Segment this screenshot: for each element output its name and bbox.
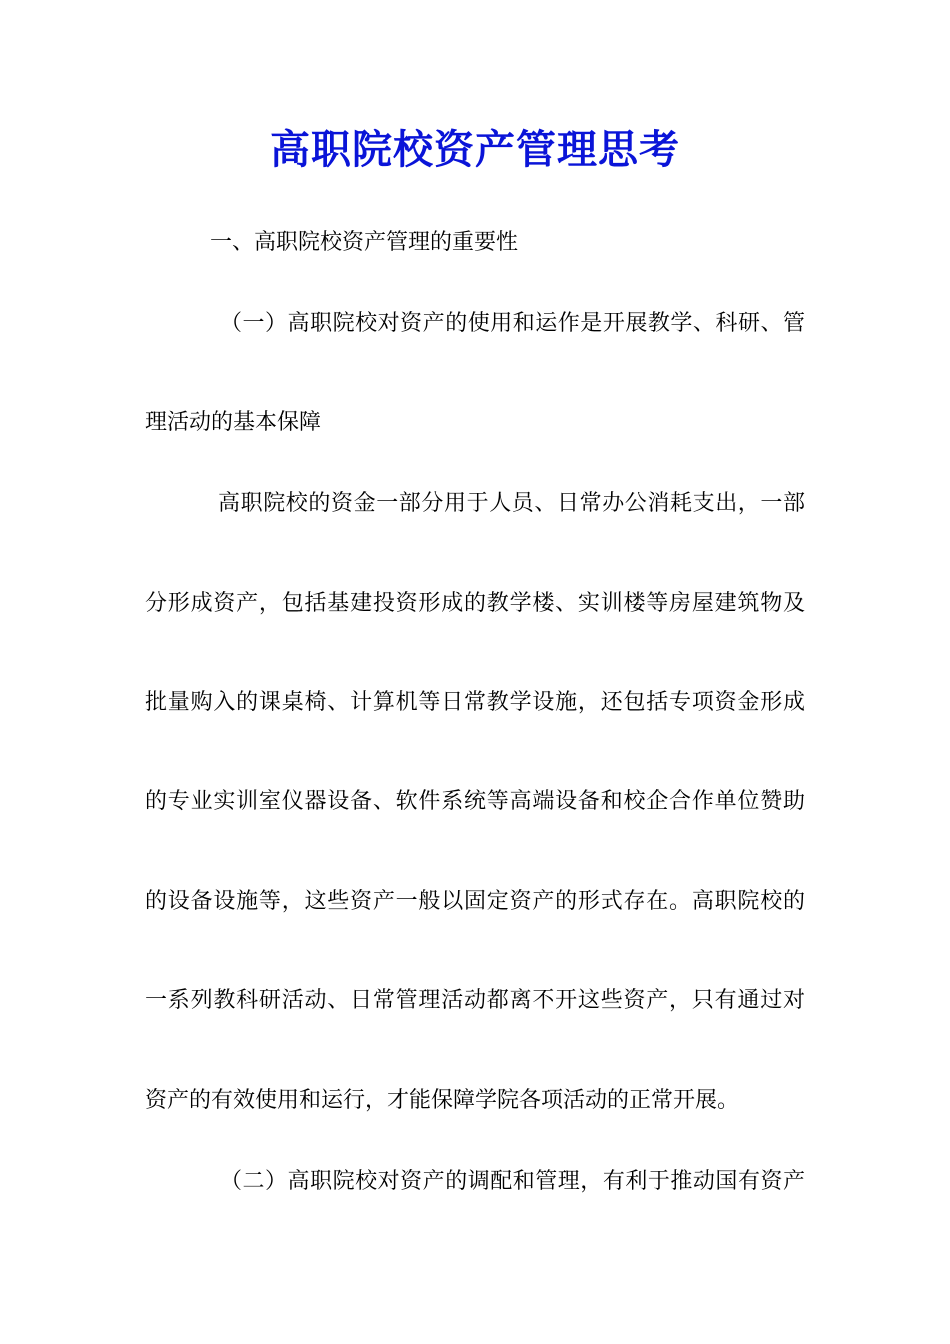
paragraph-line: 分形成资产，包括基建投资形成的教学楼、实训楼等房屋建筑物及 [145, 591, 805, 616]
document-title: 高职院校资产管理思考 [270, 126, 680, 173]
subsection-heading-line: 理活动的基本保障 [145, 410, 322, 435]
section-heading: 一、高职院校资产管理的重要性 [210, 230, 519, 255]
paragraph-line: 资产的有效使用和运行，才能保障学院各项活动的正常开展。 [145, 1088, 740, 1113]
paragraph-line: 的设备设施等，这些资产一般以固定资产的形式存在。高职院校的 [145, 889, 805, 914]
subsection-heading-line: （一）高职院校对资产的使用和运作是开展教学、科研、管 [220, 311, 805, 336]
paragraph-line: 一系列教科研活动、日常管理活动都离不开这些资产，只有通过对 [145, 988, 805, 1013]
paragraph-line: 的专业实训室仪器设备、软件系统等高端设备和校企合作单位赞助 [145, 789, 805, 814]
paragraph-line: 批量购入的课桌椅、计算机等日常教学设施，还包括专项资金形成 [145, 690, 805, 715]
subsection-heading-line: （二）高职院校对资产的调配和管理，有利于推动国有资产 [220, 1169, 805, 1194]
paragraph-line: 高职院校的资金一部分用于人员、日常办公消耗支出，一部 [218, 491, 805, 516]
